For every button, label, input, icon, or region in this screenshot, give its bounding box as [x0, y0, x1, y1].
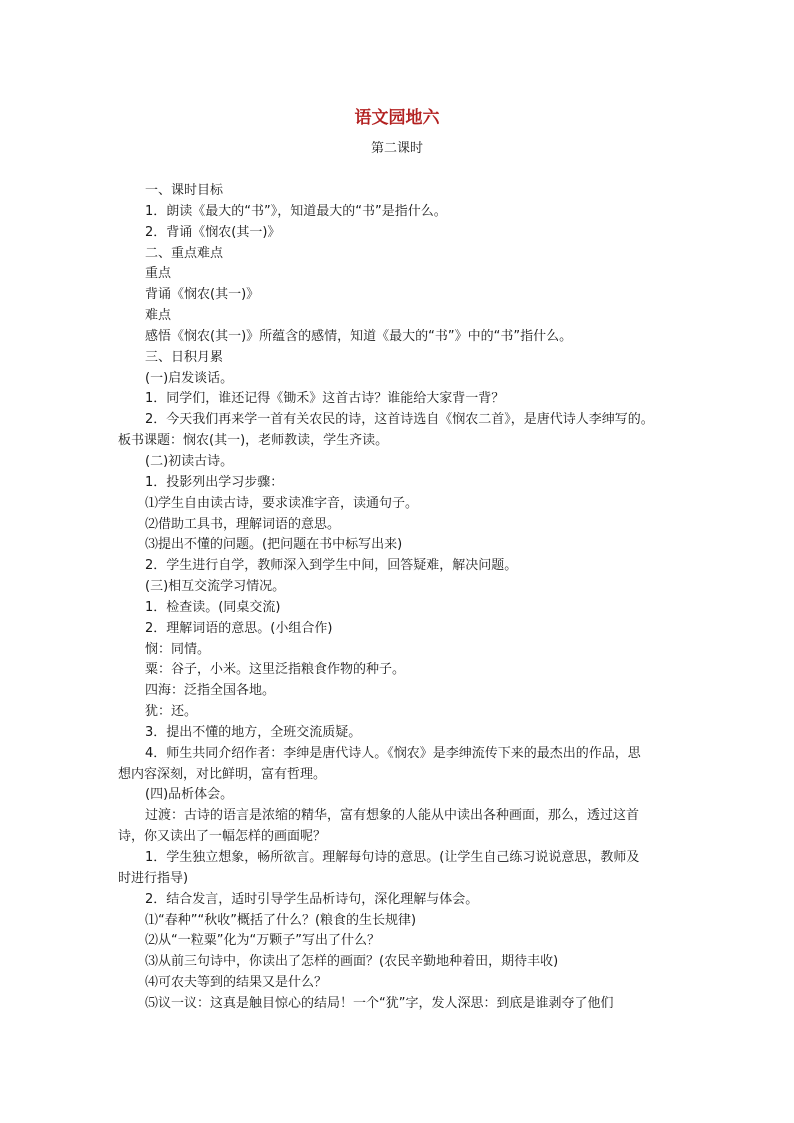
text-line: 犹：还。 — [145, 704, 198, 720]
text-line: (一)启发谈话。 — [145, 370, 234, 386]
text-line: (二)初读古诗。 — [145, 453, 234, 469]
text-line: ⑴“春种”“秋收”概括了什么？(粮食的生长规律) — [145, 912, 417, 928]
text-line: 时进行指导) — [118, 870, 189, 886]
document-body — [118, 181, 682, 1015]
heading-daily-accumulation: 三、日积月累 — [145, 349, 224, 365]
text-line: ⑵借助工具书，理解词语的意思。 — [145, 516, 341, 532]
text-line: ⑶提出不懂的问题。(把问题在书中标写出来) — [145, 537, 403, 553]
text-line: 悯：同情。 — [145, 641, 211, 657]
text-line: 2．学生进行自学，教师深入到学生中间，回答疑难，解决问题。 — [145, 558, 518, 574]
text-line: 粟：谷子，小米。这里泛指粮食作物的种子。 — [145, 662, 406, 678]
text-line: 3．提出不懂的地方，全班交流质疑。 — [145, 724, 362, 740]
text-line: 1．学生独立想象，畅所欲言。理解每句诗的意思。(让学生自己练习说说意思，教师及 — [145, 850, 640, 865]
text-line: 想内容深刻，对比鲜明，富有哲理。 — [118, 766, 327, 782]
text-line: 2．今天我们再来学一首有关农民的诗，这首诗选自《悯农二首》，是唐代诗人李绅写的。 — [145, 412, 654, 428]
text-line: 四海：泛指全国各地。 — [145, 683, 276, 699]
text-line: 背诵《悯农(其一)》 — [145, 287, 260, 303]
text-line: 感悟《悯农(其一)》所蕴含的感情，知道《最大的“书”》中的“书”指什么。 — [145, 328, 573, 344]
text-line: 难点 — [145, 308, 172, 324]
text-line: 1．朗读《最大的“书”》，知道最大的“书”是指什么。 — [145, 203, 447, 219]
text-line: (四)品析体会。 — [145, 787, 234, 803]
text-line: ⑸议一议：这真是触目惊心的结局！一个“犹”字，发人深思：到底是谁剥夺了他们 — [145, 995, 614, 1011]
text-line: 4．师生共同介绍作者：李绅是唐代诗人。《悯农》是李绅流传下来的最杰出的作品，思 — [145, 745, 641, 761]
text-line: 1．检查读。(同桌交流) — [145, 599, 281, 615]
text-line: (三)相互交流学习情况。 — [145, 579, 286, 595]
text-line: ⑷可农夫等到的结果又是什么？ — [145, 975, 328, 991]
page-subtitle: 第二课时 — [370, 141, 423, 156]
text-line: 2．结合发言，适时引导学生品析诗句，深化理解与体会。 — [145, 891, 479, 907]
text-line: 过渡：古诗的语言是浓缩的精华，富有想象的人能从中读出各种画面，那么，透过这首 — [145, 808, 640, 824]
page-title: 语文园地六 — [354, 108, 440, 128]
text-line: 2．理解词语的意思。(小组合作) — [145, 620, 333, 636]
text-line: 板书课题：悯农(其一)，老师教读，学生齐读。 — [118, 433, 389, 449]
text-line: ⑶从前三句诗中，你读出了怎样的画面？(农民辛勤地种着田，期待丰收) — [145, 954, 559, 970]
text-line: 重点 — [145, 266, 172, 282]
text-line: ⑴学生自由读古诗，要求读准字音，读通句子。 — [145, 495, 419, 511]
heading-key-points: 二、重点难点 — [145, 245, 224, 261]
text-line: 诗，你又读出了一幅怎样的画面呢？ — [118, 829, 327, 845]
heading-lesson-goals: 一、课时目标 — [145, 183, 224, 198]
text-line: 1．同学们，谁还记得《锄禾》这首古诗？谁能给大家背一背？ — [145, 391, 505, 407]
text-line: 1．投影列出学习步骤： — [145, 474, 284, 490]
text-line: 2．背诵《悯农(其一)》 — [145, 224, 281, 240]
text-line: ⑵从“一粒粟”化为“万颗子”写出了什么？ — [145, 933, 380, 949]
